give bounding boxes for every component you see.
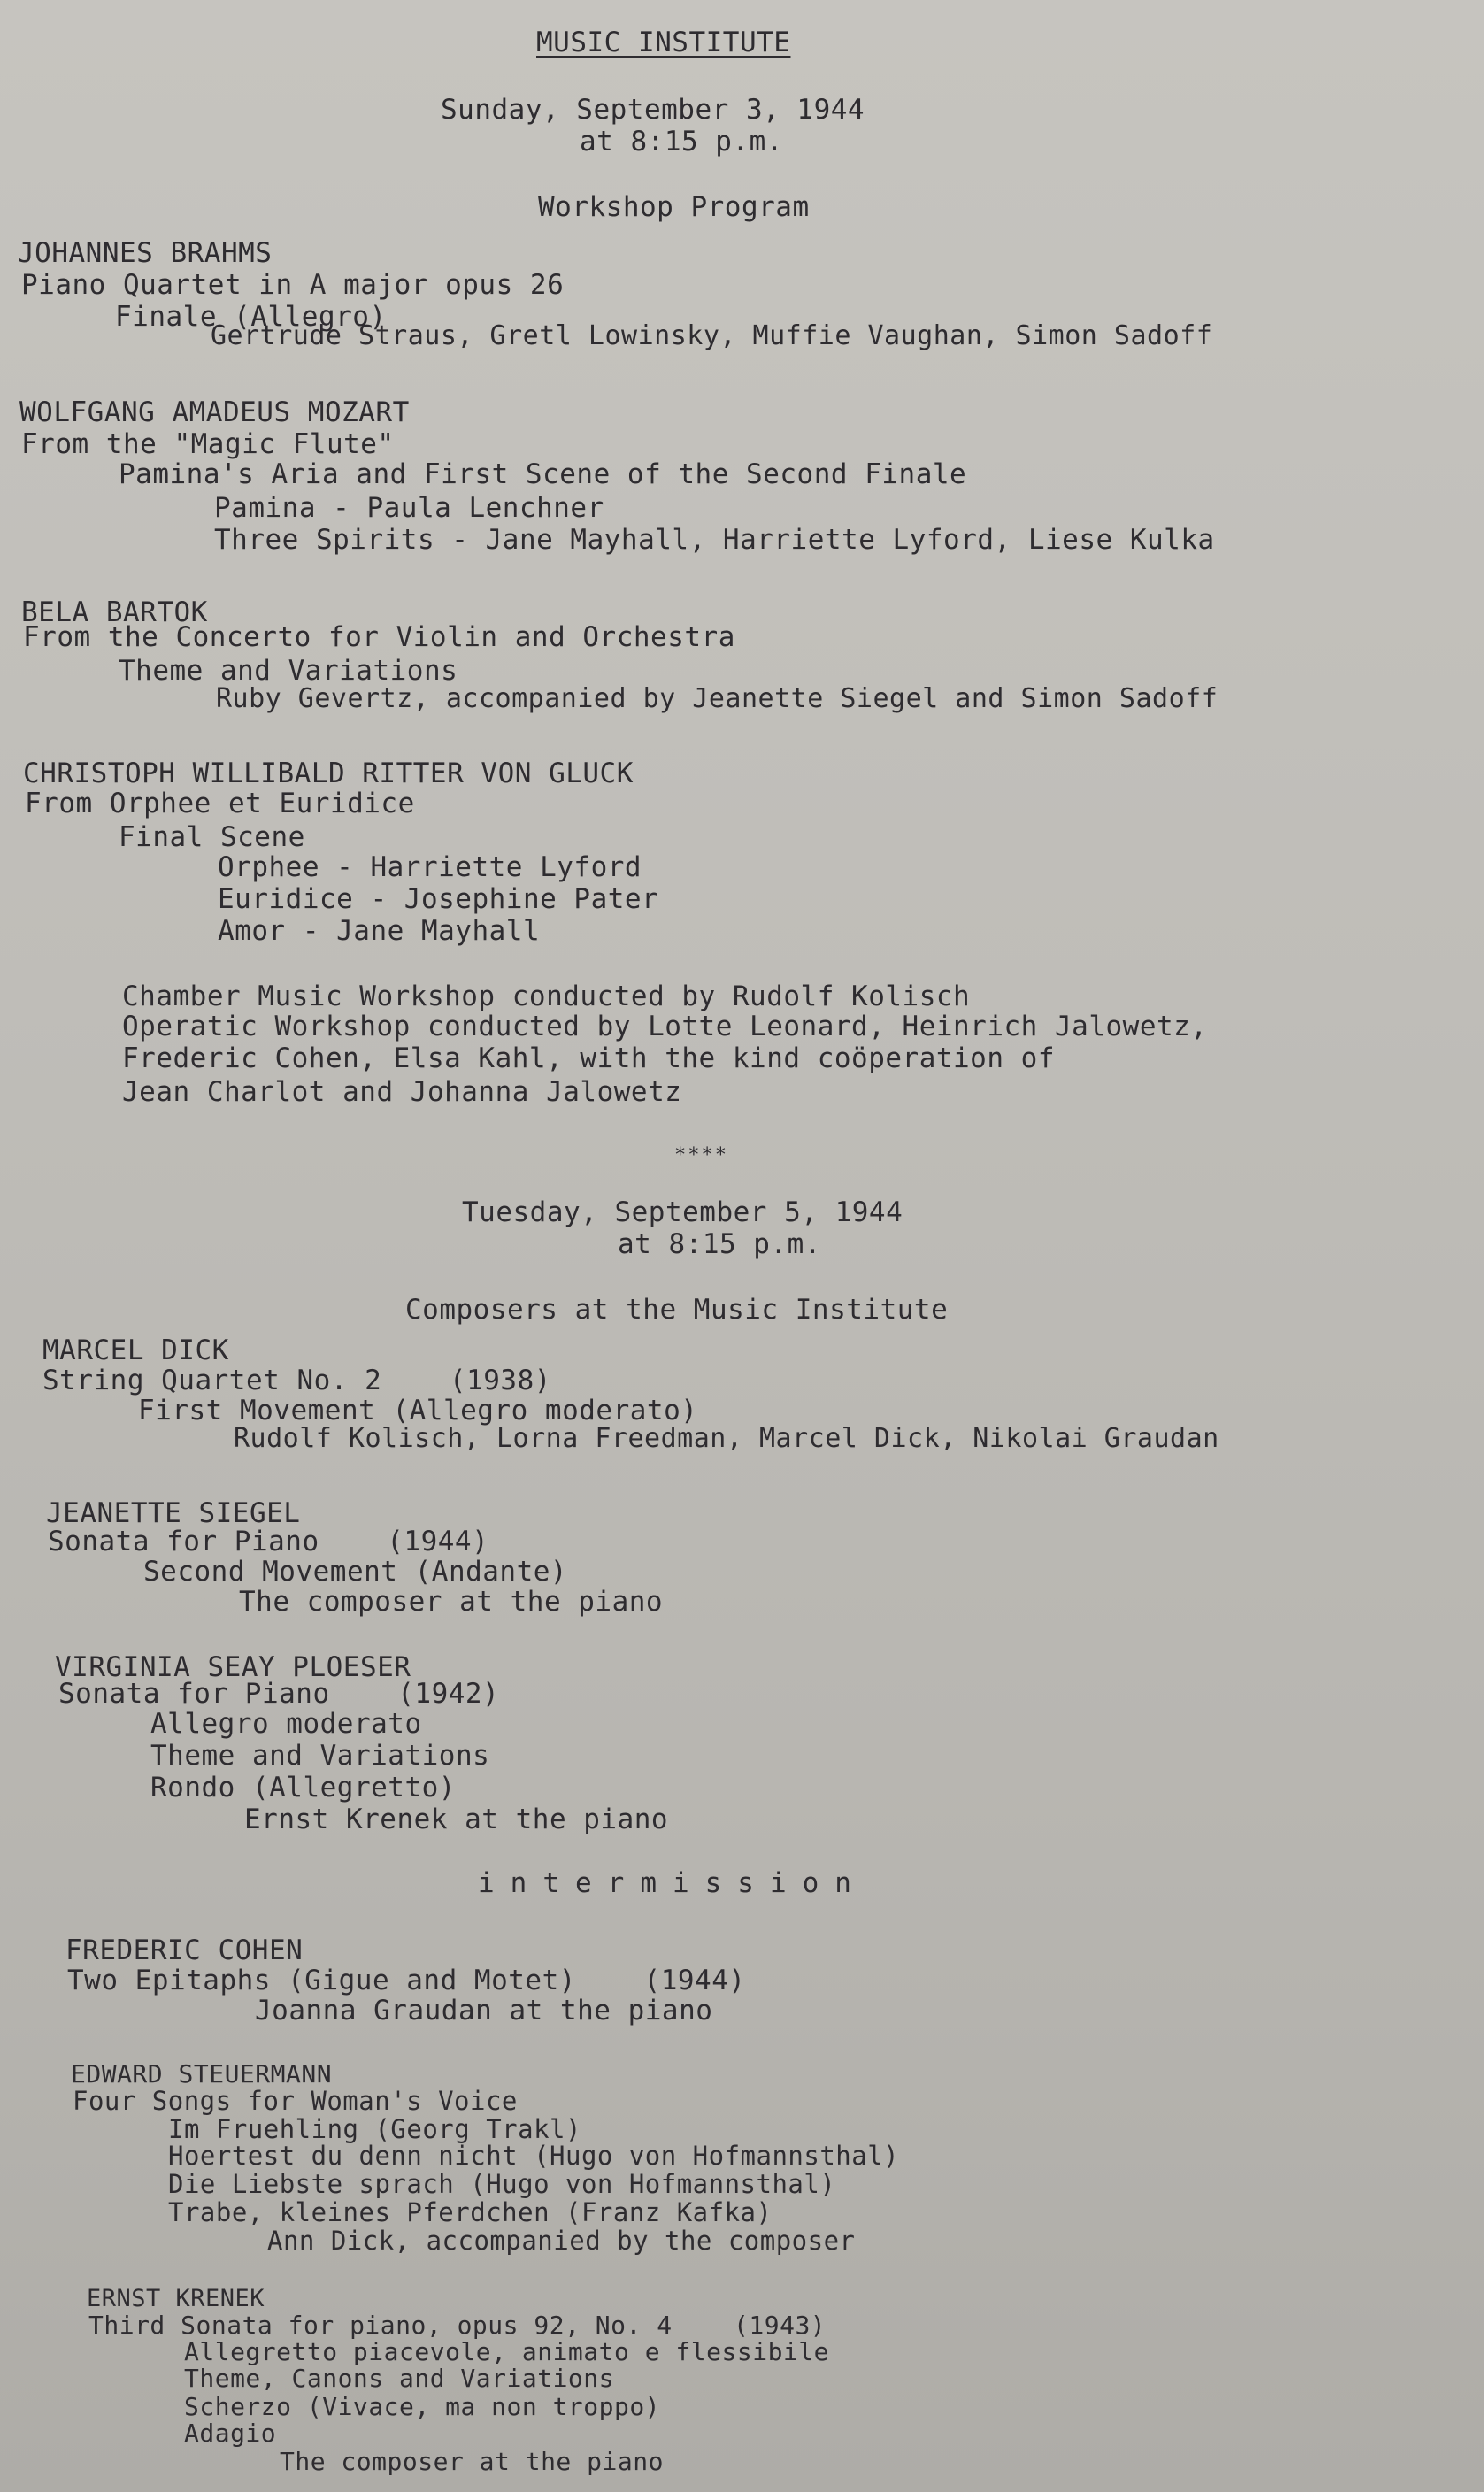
- work-title: Sonata for Piano (1944): [48, 1526, 489, 1558]
- separator: ****: [674, 1144, 728, 1166]
- performers: Gertrude Straus, Gretl Lowinsky, Muffie Vaughan, Simon Sadoff: [211, 320, 1213, 351]
- role: Pamina - Paula Lenchner: [214, 492, 604, 524]
- intermission: intermission: [478, 1867, 867, 1899]
- work-title: Sonata for Piano (1942): [58, 1678, 500, 1710]
- movement: Allegretto piacevole, animato e flessibile: [184, 2337, 830, 2366]
- work-title: Two Epitaphs (Gigue and Motet) (1944): [67, 1965, 746, 1996]
- song: Hoertest du denn nicht (Hugo von Hofmannsthal): [168, 2141, 900, 2171]
- credit-line: Operatic Workshop conducted by Lotte Leonard, Heinrich Jalowetz,: [122, 1011, 1208, 1042]
- performer: The composer at the piano: [239, 1586, 664, 1618]
- movement: Second Movement (Andante): [143, 1556, 568, 1588]
- composer-name: FREDERIC COHEN: [65, 1934, 304, 1966]
- movement: Theme and Variations: [119, 655, 458, 687]
- role: Orphee - Harriette Lyford: [218, 851, 642, 883]
- composer-name: CHRISTOPH WILLIBALD RITTER VON GLUCK: [23, 758, 634, 789]
- performers: Ann Dick, accompanied by the composer: [267, 2226, 856, 2256]
- movement: Pamina's Aria and First Scene of the Second Finale: [119, 458, 967, 490]
- concert2-date: Tuesday, September 5, 1944: [462, 1196, 903, 1228]
- movement: Scherzo (Vivace, ma non troppo): [184, 2392, 661, 2421]
- performers: Rudolf Kolisch, Lorna Freedman, Marcel Dick, Nikolai Graudan: [234, 1423, 1219, 1454]
- composer-name: VIRGINIA SEAY PLOESER: [55, 1651, 411, 1683]
- song: Im Fruehling (Georg Trakl): [168, 2114, 581, 2144]
- work-title: From the Concerto for Violin and Orchestra: [23, 621, 735, 653]
- movement: Adagio: [184, 2419, 277, 2448]
- movement: Rondo (Allegretto): [150, 1772, 456, 1804]
- work-title: Third Sonata for piano, opus 92, No. 4 (1943): [88, 2311, 827, 2340]
- concert1-time: at 8:15 p.m.: [580, 126, 783, 158]
- role: Euridice - Josephine Pater: [218, 883, 659, 915]
- work-title: Four Songs for Woman's Voice: [73, 2086, 518, 2116]
- work-title: String Quartet No. 2 (1938): [42, 1365, 551, 1396]
- movement: First Movement (Allegro moderato): [138, 1395, 698, 1427]
- song: Trabe, kleines Pferdchen (Franz Kafka): [168, 2197, 773, 2227]
- concert2-heading: Composers at the Music Institute: [405, 1294, 949, 1326]
- credit-line: Frederic Cohen, Elsa Kahl, with the kind coöperation of: [122, 1042, 1055, 1074]
- page-title: MUSIC INSTITUTE: [536, 27, 791, 58]
- work-title: From the "Magic Flute": [21, 428, 395, 460]
- composer-name: EDWARD STEUERMANN: [71, 2059, 333, 2088]
- performer: Joanna Graudan at the piano: [255, 1995, 713, 2027]
- concert1-heading: Workshop Program: [538, 191, 810, 223]
- performers: Ruby Gevertz, accompanied by Jeanette Siegel and Simon Sadoff: [216, 683, 1219, 714]
- work-title: From Orphee et Euridice: [25, 788, 415, 819]
- role: Three Spirits - Jane Mayhall, Harriette Lyford, Liese Kulka: [214, 524, 1215, 556]
- composer-name: ERNST KRENEK: [87, 2285, 265, 2312]
- composer-name: JEANETTE SIEGEL: [46, 1497, 301, 1529]
- movement: Allegro moderato: [150, 1708, 422, 1740]
- concert2-time: at 8:15 p.m.: [618, 1228, 821, 1260]
- credit-line: Jean Charlot and Johanna Jalowetz: [122, 1076, 682, 1108]
- performer: The composer at the piano: [280, 2447, 664, 2476]
- credit-line: Chamber Music Workshop conducted by Rudolf Kolisch: [122, 981, 971, 1012]
- movement: Theme, Canons and Variations: [184, 2364, 615, 2393]
- composer-name: MARCEL DICK: [42, 1334, 229, 1366]
- movement: Finale (Allegro): [115, 301, 387, 333]
- role: Amor - Jane Mayhall: [218, 915, 541, 947]
- composer-name: JOHANNES BRAHMS: [18, 237, 273, 269]
- composer-name: WOLFGANG AMADEUS MOZART: [19, 396, 410, 428]
- performer: Ernst Krenek at the piano: [244, 1804, 669, 1835]
- song: Die Liebste sprach (Hugo von Hofmannsthal): [168, 2169, 836, 2199]
- movement: Final Scene: [119, 821, 305, 853]
- movement: Theme and Variations: [150, 1740, 490, 1772]
- work-title: Piano Quartet in A major opus 26: [21, 269, 565, 301]
- concert1-date: Sunday, September 3, 1944: [441, 94, 865, 126]
- composer-name: BELA BARTOK: [21, 596, 208, 628]
